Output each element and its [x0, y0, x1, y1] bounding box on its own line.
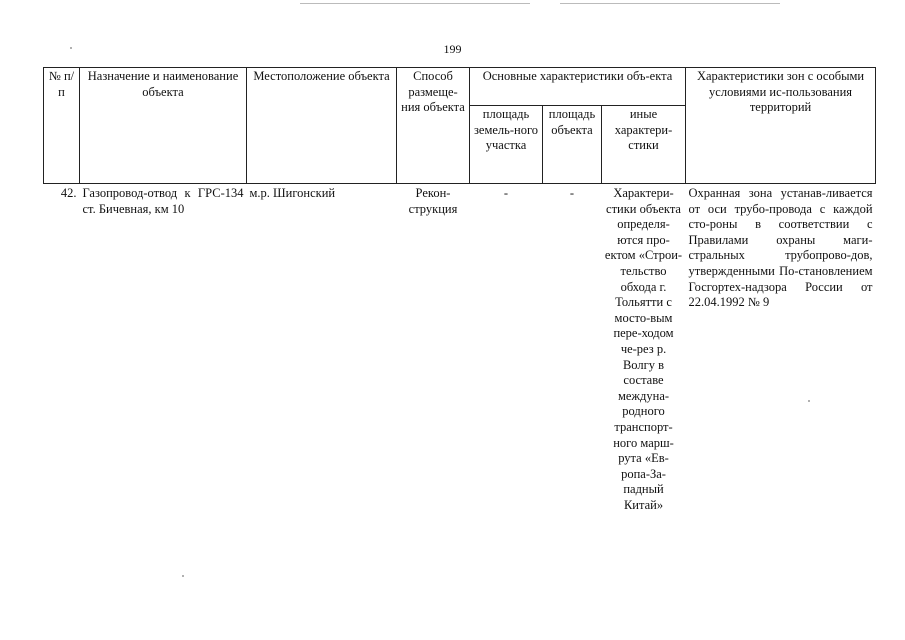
row-other-characteristics: Характери-стики объекта определя-ются про-ектом «Строи-тельство обхода г. Тольятти с мосто-вым пере-ходом че-рез р. Волгу в составе междуна-родного транспорт-ного марш-рута «Ев-ропа-За-падный Китай» — [604, 186, 683, 512]
row-name: Газопровод-отвод к ГРС-134 ст. Бичевная, км 10 — [82, 186, 244, 216]
row-zones: Охранная зона устанав-ливается от оси трубо-провода с каждой сто-роны в соответствии с Правилами охраны маги-стральных трубопрово-дов, утвержденными По-становлением Госгортех-надзора России от 22.04.1992 № 9 — [688, 186, 873, 310]
row-method: Рекон-струкция — [408, 186, 458, 216]
table-row — [44, 184, 876, 516]
header-other-characteristics: иные характери-стики — [602, 106, 686, 184]
scan-artifact-line — [300, 3, 530, 4]
header-land-area: площадь земель-ного участка — [470, 106, 543, 184]
header-num: № п/п — [44, 68, 80, 184]
header-zones: Характеристики зон с особыми условиями ис-пользования территорий — [686, 68, 876, 184]
header-method: Способ размеще-ния объекта — [397, 68, 470, 184]
objects-table — [43, 67, 876, 515]
header-name: Назначение и наименование объекта — [80, 68, 247, 184]
page-number: 199 — [443, 42, 462, 56]
header-main-characteristics: Основные характеристики объ-екта — [470, 68, 686, 106]
header-object-area: площадь объекта — [543, 106, 602, 184]
scan-artifact-dot — [182, 575, 184, 577]
row-land-area: - — [503, 186, 509, 200]
header-location: Местоположение объекта — [247, 68, 397, 184]
row-num: 42. — [60, 186, 77, 200]
row-location: м.р. Шигонский — [249, 186, 336, 200]
row-object-area: - — [569, 186, 575, 200]
scan-artifact-line — [560, 3, 780, 4]
